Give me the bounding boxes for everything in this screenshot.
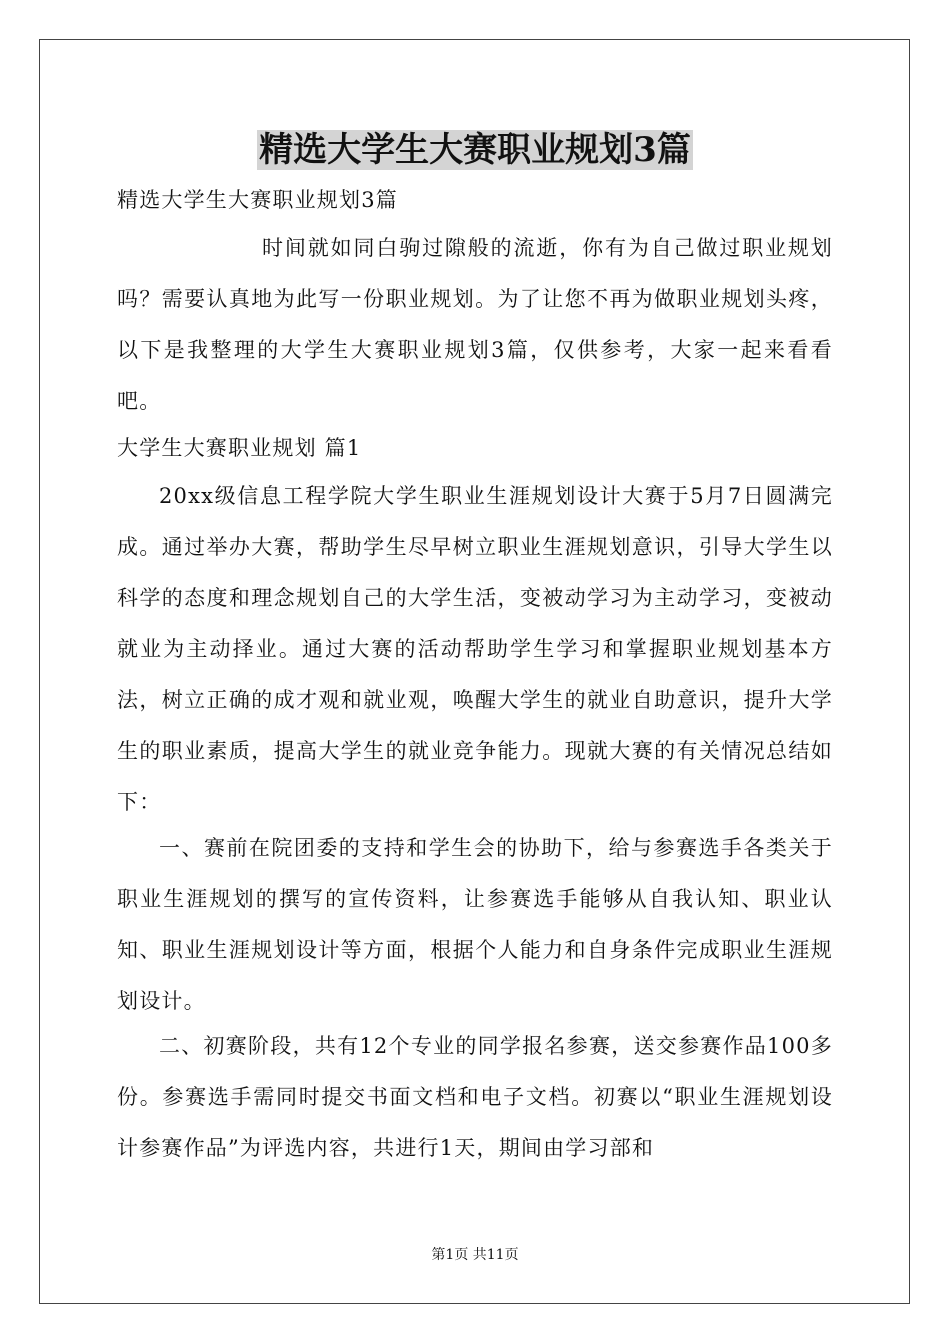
- intro-paragraph: 时间就如同白驹过隙般的流逝，你有为自己做过职业规划吗？需要认真地为此写一份职业规划。为了让您不再为做职业规划头疼，以下是我整理的大学生大赛职业规划3篇，仅供参考，大家一起来看看吧。: [117, 236, 833, 413]
- body-paragraph-2: 一、赛前在院团委的支持和学生会的协助下，给与参赛选手各类关于职业生涯规划的撰写的宣传资料，让参赛选手能够从自我认知、职业认知、职业生涯规划设计等方面，根据个人能力和自身条件完成职业生涯规划设计。: [117, 836, 833, 1013]
- body-paragraph-1: 20xx级信息工程学院大学生职业生涯规划设计大赛于5月7日圆满完成。通过举办大赛，帮助学生尽早树立职业生涯规划意识，引导大学生以科学的态度和理念规划自己的大学生活，变被动学习为主动学习，变被动就业为主动择业。通过大赛的活动帮助学生学习和掌握职业规划基本方法，树立正确的成才观和就业观，唤醒大学生的就业自助意识，提升大学生的职业素质，提高大学生的就业竞争能力。现就大赛的有关情况总结如下：: [117, 484, 833, 814]
- document-subtitle: 精选大学生大赛职业规划3篇: [117, 188, 398, 212]
- document-title: [0, 124, 950, 176]
- section-heading: 大学生大赛职业规划 篇1: [117, 436, 362, 460]
- document-title-text: 精选大学生大赛职业规划3篇: [259, 130, 691, 170]
- body-paragraph-3: 二、初赛阶段，共有12个专业的同学报名参赛，送交参赛作品100多份。参赛选手需同时提交书面文档和电子文档。初赛以“职业生涯规划设计参赛作品”为评选内容，共进行1天，期间由学习部和: [117, 1034, 833, 1160]
- page-footer: 第1页 共11页: [431, 1247, 519, 1263]
